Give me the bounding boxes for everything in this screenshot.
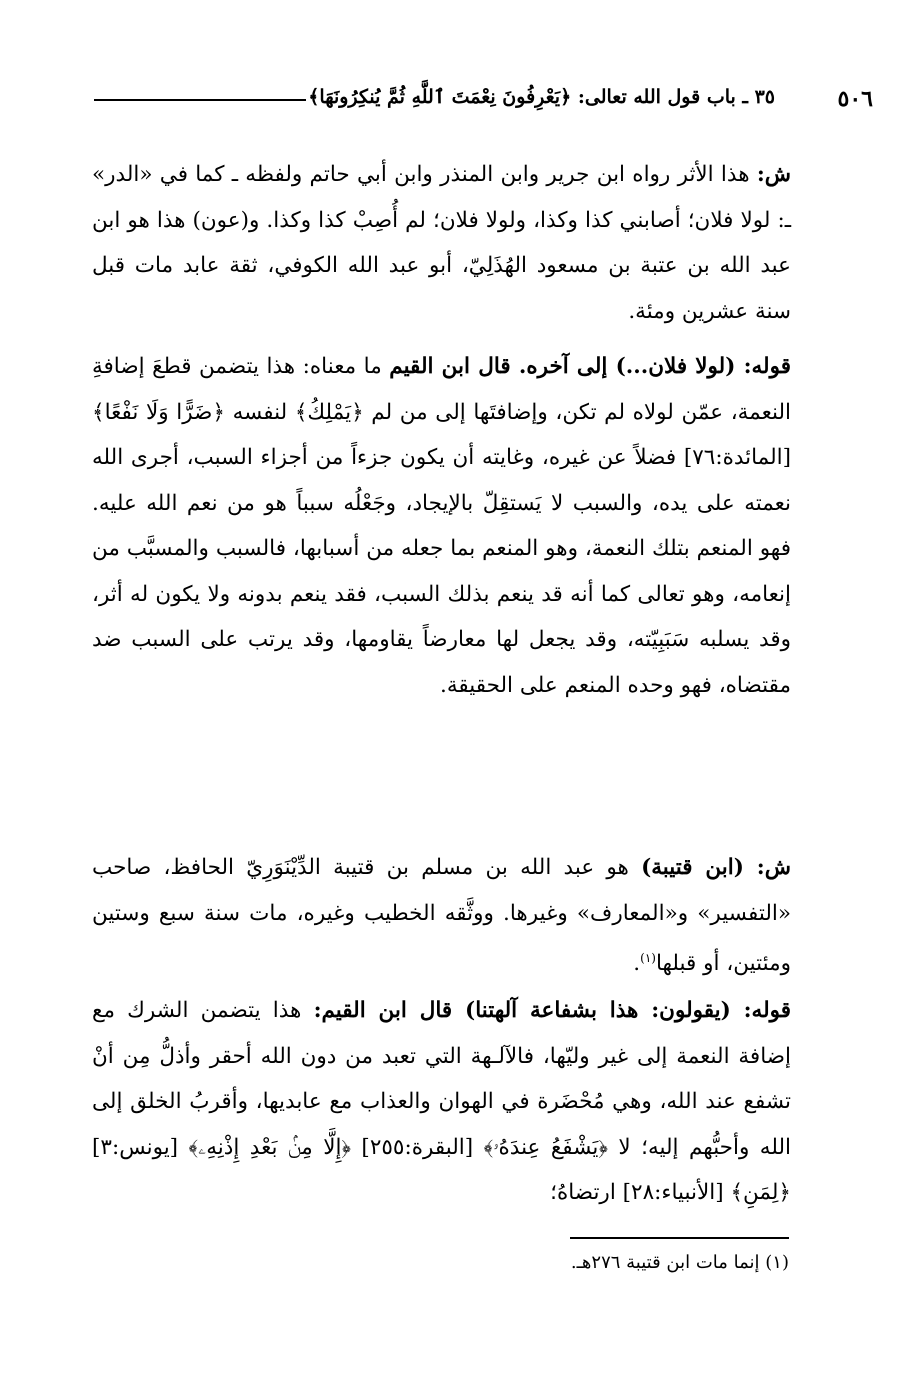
paragraph-tail: . xyxy=(633,951,641,977)
footnote: (١) إنما مات ابن قتيبة ٢٧٦هـ. xyxy=(570,1252,789,1273)
footnote-reference[interactable]: (١) xyxy=(640,951,656,965)
paragraph-text: هو عبد الله بن مسلم بن قتيبة الدِّيْنَوَرِيّ الحافظ، صاحب «التفسير» و«المعارف» وغيرها. ووثَّقه الخطيب وغيره، مات سنة سبع وستين ومئتين، أو قبلها xyxy=(92,855,791,977)
commentary-paragraph xyxy=(92,988,791,1216)
page-number: ٥٠٦ xyxy=(837,86,873,112)
running-header xyxy=(94,82,873,118)
header-rule xyxy=(94,99,306,101)
commentary-paragraph xyxy=(92,152,791,334)
paragraph-text: هذا الأثر رواه ابن جرير وابن المنذر وابن أبي حاتم ولفظه ـ كما في «الدر» ـ: لولا فلان؛ أصابني كذا وكذا، ولولا فلان؛ لم أُصِبْ كذا وكذا. و(عون) هذا هو ابن عبد الله بن عتبة بن مسعود الهُذَلِيّ، أبو عبد الله الكوفي، ثقة عابد مات قبل سنة عشرين ومئة. xyxy=(92,162,791,324)
paragraph-lead: قوله: (يقولون: هذا بشفاعة آلهتنا) قال ابن القيم: xyxy=(313,998,792,1023)
paragraph-lead: قوله: (لولا فلان...) إلى آخره. قال ابن القيم xyxy=(389,354,791,379)
paragraph-lead: ش: xyxy=(756,162,791,187)
paragraph-lead: ش: (ابن قتيبة) xyxy=(641,855,791,880)
chapter-title: ٣٥ ـ باب قول الله تعالى: ﴿يَعْرِفُونَ نِعْمَتَ ٱللَّهِ ثُمَّ يُنكِرُونَهَا﴾ xyxy=(308,86,775,108)
commentary-paragraph xyxy=(92,845,791,987)
paragraph-text: ما معناه: هذا يتضمن قطعَ إضافةِ النعمة، عمّن لولاه لم تكن، وإضافتَها إلى من لم ﴿يَمْلِكُ﴾ لنفسه ﴿ضَرًّا وَلَا نَفْعًا﴾ [المائدة:٧٦] فضلاً عن غيره، وغايته أن يكون جزءاً من أجزاء السبب، أجرى الله نعمته على يده، والسبب لا يَستقِلّ بالإيجاد، وجَعْلُه سبباً هو من نعم الله عليه. فهو المنعم بتلك النعمة، وهو المنعم بما جعله من أسبابها، فالسبب والمسبَّب من إنعامه، وهو تعالى كما أنه قد ينعم بذلك السبب، فقد ينعم بدونه ولا يكون له أثر، وقد يسلبه سَبَبِيّته، وقد يجعل لها معارضاً يقاومها، وقد يرتب على السبب ضد مقتضاه، فهو وحده المنعم على الحقيقة. xyxy=(92,354,791,698)
commentary-paragraph xyxy=(92,344,791,708)
footnote-rule xyxy=(570,1237,789,1239)
paragraph-text: هذا يتضمن الشرك مع إضافة النعمة إلى غير وليّها، فالآلـهة التي تعبد من دون الله أحقر وأذلُّ مِن أنْ تشفع عند الله، وهي مُحْضَرة في الهوان والعذاب مع عابديها، وأقربُ الخلق إلى الله وأحبُّهم إليه؛ لا ﴿يَشْفَعُ عِندَهُۥ﴾ [البقرة:٢٥٥] ﴿إِلَّا مِنۢ بَعْدِ إِذْنِهِۦ﴾ [يونس:٣] ﴿لِمَنِ﴾ [الأنبياء:٢٨] ارتضاهُ؛ xyxy=(92,998,791,1205)
